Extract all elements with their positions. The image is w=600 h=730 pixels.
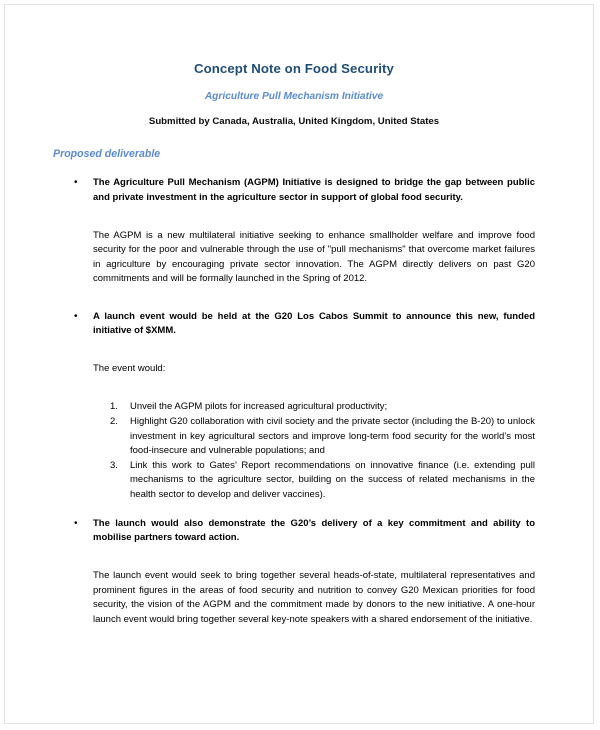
bullet-dot-icon: • (74, 310, 78, 322)
bullet-item-2-text: A launch event would be held at the G20 Los Cabos Summit to announce this new, funded initiative of $XMM. (93, 310, 535, 337)
spacer (49, 297, 539, 310)
bullet-dot-icon: • (74, 517, 78, 529)
bullet-item-3 (49, 517, 539, 546)
bullet-item-3-text: The launch would also demonstrate the G20’s delivery of a key commitment and ability to mobilise partners toward action. (93, 517, 535, 544)
numbered-item-1-marker: 1. (110, 401, 118, 413)
bullet-item-1 (49, 176, 539, 205)
numbered-item-3 (110, 459, 535, 503)
bullet-item-2 (49, 310, 539, 339)
spacer (49, 546, 539, 560)
document-page (4, 4, 594, 724)
bullet-item-1-text: The Agriculture Pull Mechanism (AGPM) Initiative is designed to bridge the gap between public and private investment in the agriculture sector in support of global food security. (93, 177, 535, 203)
page-subtitle: Agriculture Pull Mechanism Initiative (204, 91, 384, 102)
page-title: Concept Note on Food Security (194, 61, 394, 76)
submitted-by-line: Submitted by Canada, Australia, United Kingdom, United States (148, 116, 440, 127)
numbered-item-2-marker: 2. (110, 415, 118, 427)
numbered-item-2 (110, 415, 535, 459)
numbered-item-2-text: Highlight G20 collaboration with civil society and the private sector (including the B-20) to unlock investment in key agricultural sectors and improve long-term food security for the world’s most food-insecure and vulnerable populations; and (130, 415, 535, 457)
numbered-item-3-text: Link this work to Gates’ Report recommendations on innovative finance (i.e. extending pull mechanisms to the agriculture sector, building on the success of related mechanisms in the health sector to develop and deliver vaccines). (130, 459, 535, 500)
numbered-item-1 (110, 400, 535, 415)
numbered-item-1-text: Unveil the AGPM pilots for increased agricultural productivity; (130, 401, 388, 413)
spacer (49, 503, 539, 517)
spacer (49, 205, 539, 219)
numbered-item-3-marker: 3. (110, 459, 118, 471)
content-blocks (49, 160, 539, 628)
document-content (49, 49, 539, 637)
numbered-list (49, 386, 539, 502)
paragraph-agpm-overview: The AGPM is a new multilateral initiative seeking to enhance smallholder welfare and improve food security for the poor and vulnerable through the use of "pull mechanisms" that overcome market failures in agriculture by encouraging private sector innovation. The AGPM directly delivers on past G20 commitments and will be formally launched in the Spring of 2012. (93, 229, 535, 285)
spacer (49, 339, 539, 353)
section-heading-proposed-deliverable: Proposed deliverable (53, 148, 161, 160)
paragraph-launch-event-detail: The launch event would seek to bring together several heads-of-state, multilateral representatives and prominent figures in the areas of food security and nutrition to convey G20 Mexican priorities for food security, the vision of the AGPM and the commitment made by donors to the new initiative. A one-hour launch event would bring together several key-note speakers with a shared endorsement of the initiative. (93, 570, 535, 625)
bullet-dot-icon: • (74, 177, 78, 188)
paragraph-event-would-intro: The event would: (93, 363, 166, 375)
